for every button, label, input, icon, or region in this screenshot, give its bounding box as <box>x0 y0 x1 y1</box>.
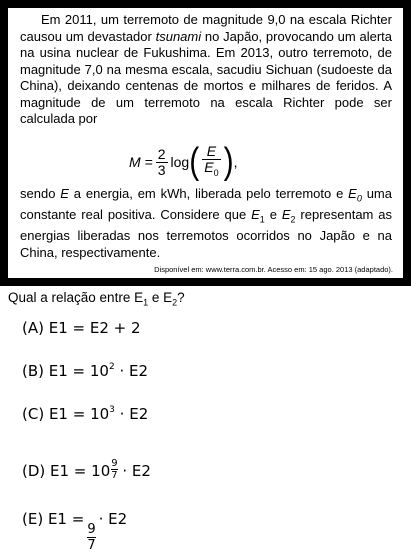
formula-log: log <box>170 154 190 170</box>
option-c[interactable]: (C) $E1 = 10^3 \cdot E2$ <box>22 405 149 423</box>
coef-denominator: 3 <box>157 161 166 178</box>
coef-numerator: 2 <box>157 145 166 162</box>
formula-comma: , <box>233 154 238 170</box>
question-text: Qual a relação entre $E_1$ e $E_2$? <box>8 290 185 308</box>
option-a[interactable]: (A) E1 = E2 + 2 <box>22 319 141 337</box>
formula-coefficient <box>156 147 168 178</box>
right-paren-icon: ) <box>223 140 234 182</box>
left-paren-icon: ( <box>189 140 200 182</box>
ratio-denominator: $E_0$ <box>204 158 219 178</box>
formula-lhs: M = <box>129 154 153 170</box>
source-citation: Disponível em: www.terra.com.br. Acesso em: 15 ago. 2013 (adaptado). <box>154 265 393 274</box>
exponent-fraction: $\frac{9}{7}$ <box>111 458 118 481</box>
coefficient-fraction: $\frac{9}{7}$ <box>87 522 96 553</box>
paragraph-intro: Em 2011, um terremoto de magnitude 9,0 na escala Richter causou um devastador tsunami no Japão, provocando um alerta na usina nuclear de Fukushima. Em 2013, outro terremoto, de magnitude 7,0 na mesma escala, sacudiu Sichuan (sudoeste da China), deixando centenas de mortos e milhares de feridos. A magnitude de um terremoto na escala Richter pode ser calculada por <box>20 12 392 126</box>
option-d[interactable]: (D) E1 = 10 $\frac{9}{7}$ · E2 <box>22 458 151 481</box>
option-b[interactable]: (B) $E1 = 10^2 \cdot E2$ <box>22 362 149 380</box>
richter-formula <box>129 141 237 183</box>
option-e[interactable]: (E) E1 = $\frac{9}{7}$ · E2 <box>22 510 128 553</box>
text-box <box>8 8 403 278</box>
ratio-numerator: E <box>206 142 217 159</box>
paragraph-definitions: sendo E a energia, em kWh, liberada pelo terremoto e $E_0$ uma constante real positiva. Considere que $E_1$ e $E_2$ representam as energias liberadas nos terremotos ocorridos no Japão e na China, respectivamente. <box>20 186 392 260</box>
energy-ratio <box>202 144 220 181</box>
